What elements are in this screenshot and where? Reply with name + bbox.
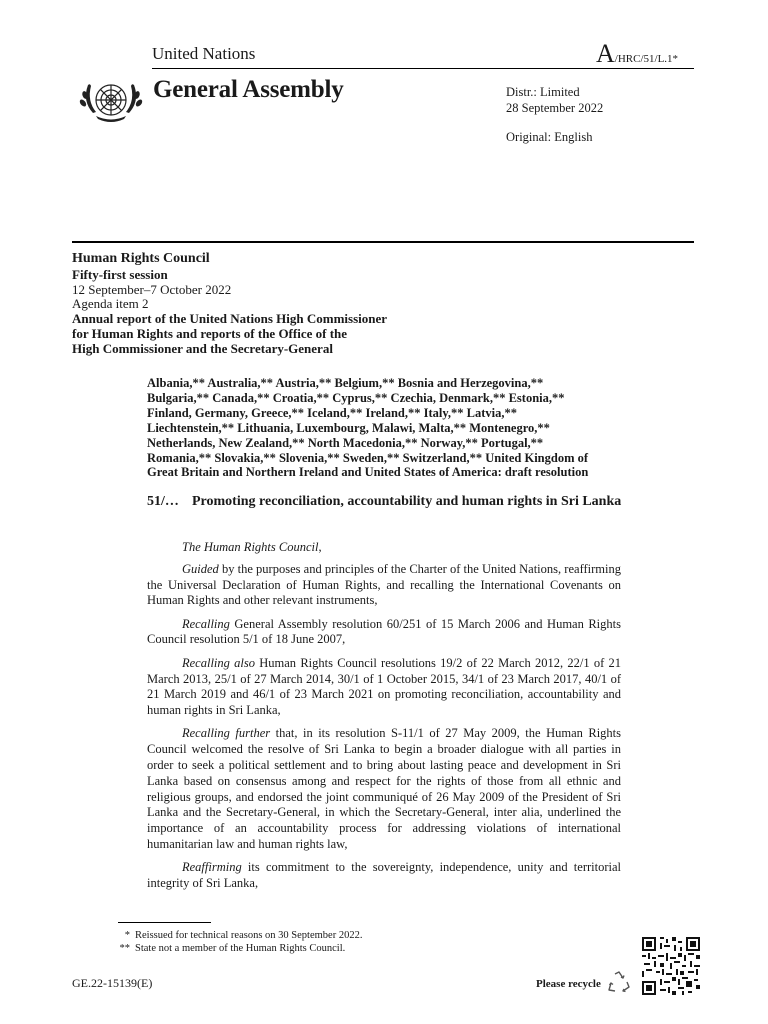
organ-title: General Assembly xyxy=(153,76,344,103)
preamble-paragraph xyxy=(147,540,621,556)
preamble-paragraph xyxy=(147,860,621,892)
un-emblem-icon xyxy=(76,75,146,125)
sponsor-line: Liechtenstein,** Lithuania, Luxembourg, Malawi, Malta,** Montenegro,** xyxy=(147,420,550,435)
preamble-paragraph xyxy=(147,726,621,852)
resolution-title: Promoting reconciliation, accountability and human rights in Sri Lanka xyxy=(192,494,622,509)
header-rule xyxy=(152,68,694,69)
preamble-paragraph xyxy=(147,656,621,719)
paragraph-lead: Reaffirming xyxy=(182,860,242,875)
paragraph-lead: Recalling xyxy=(182,616,230,631)
qr-code-icon xyxy=(642,937,700,995)
footnote-mark: ** xyxy=(119,943,130,954)
org-name: United Nations xyxy=(152,44,256,63)
paragraph-text: its commitment to the sovereignty, independence, unity and territorial integrity of Sri Lanka, xyxy=(147,860,621,891)
section-rule xyxy=(72,241,694,243)
footnote-text: Reissued for technical reasons on 30 September 2022. xyxy=(135,930,363,941)
symbol-rest: /HRC/51/L.1* xyxy=(614,53,679,65)
paragraph-lead: The Human Rights Council xyxy=(182,540,319,554)
document-number: GE.22-15139(E) xyxy=(72,976,153,990)
footnote-rule xyxy=(118,922,211,923)
council-name: Human Rights Council xyxy=(72,251,210,266)
agenda-title-line: High Commissioner and the Secretary-General xyxy=(72,340,333,356)
document-symbol xyxy=(596,39,679,68)
original-language: Original: English xyxy=(506,130,593,144)
resolution-body xyxy=(147,540,621,899)
recycle-text: Please recycle xyxy=(536,978,601,990)
paragraph-lead: Recalling also xyxy=(182,655,255,670)
paragraph-lead: Recalling further xyxy=(182,726,271,741)
distribution-block xyxy=(506,84,603,145)
footnote-text: State not a member of the Human Rights Council. xyxy=(135,943,346,954)
footnote xyxy=(118,942,362,955)
issue-date: 28 September 2022 xyxy=(506,101,604,115)
resolution-heading xyxy=(147,493,627,510)
sponsor-list xyxy=(147,376,627,480)
sponsor-line: Netherlands, New Zealand,** North Macedonia,** Norway,** Portugal,** xyxy=(147,435,544,450)
sponsor-line: Albania,** Australia,** Austria,** Belgium,** Bosnia and Herzegovina,** xyxy=(147,376,544,390)
paragraph-text: by the purposes and principles of the Charter of the United Nations, reaffirming the Universal Declaration of Human Rights, and recalling the International Covenants on Human Rights and other relevant instruments, xyxy=(147,561,621,608)
preamble-paragraph xyxy=(147,617,621,649)
paragraph-text: General Assembly resolution 60/251 of 15 March 2006 and Human Rights Council resolution 5/1 of 18 June 2007, xyxy=(147,616,621,647)
paragraph-text: that, in its resolution S-11/1 of 27 May 2009, the Human Rights Council welcomed the resolve of Sri Lanka to begin a broader dialogue with all parties in order to seek a political settlement and to bring about lasting peace and development in Sri Lanka based on consensus among and respect for the rights of those from all ethnic and religious groups, and endorsed the joint communiqué of 26 May 2009 of the President of Sri Lanka and the Secretary-General, in which the Secretary-General, inter alia, underlined the importance of an accountability process for addressing violations of international humanitarian law and human rights law, xyxy=(147,726,622,852)
preamble-paragraph xyxy=(147,562,621,609)
sponsor-line: Great Britain and Northern Ireland and United States of America: draft resolution xyxy=(147,465,589,480)
sponsor-line: Romania,** Slovakia,** Slovenia,** Sweden,** Switzerland,** United Kingdom of xyxy=(147,450,589,465)
footnotes xyxy=(118,929,362,955)
recycle-icon xyxy=(606,970,632,994)
resolution-number: 51/… xyxy=(147,494,179,509)
agenda-item: Agenda item 2 xyxy=(72,296,149,312)
sponsor-line: Bulgaria,** Canada,** Croatia,** Cyprus,** Czechia, Denmark,** Estonia,** xyxy=(147,390,565,405)
agenda-title-line: Annual report of the United Nations High Commissioner xyxy=(72,311,388,327)
footnote-mark: * xyxy=(124,930,130,941)
footnote xyxy=(118,929,362,942)
paragraph-text: , xyxy=(318,540,322,554)
session-name: Fifty-first session xyxy=(72,266,168,282)
paragraph-text: Human Rights Council resolutions 19/2 of 22 March 2012, 22/1 of 21 March 2013, 25/1 of 27 March 2014, 30/1 of 1 October 2015, 34/1 of 23 March 2017, 40/1 of 21 March 2019 and 46/1 of 23 March 2021 on promoting reconciliation, accountability and human rights in Sri Lanka, xyxy=(147,655,621,718)
session-block xyxy=(72,252,387,357)
paragraph-lead: Guided xyxy=(182,561,219,576)
agenda-title-line: for Human Rights and reports of the Office of the xyxy=(72,325,348,341)
session-dates: 12 September–7 October 2022 xyxy=(72,281,232,297)
sponsor-line: Finland, Germany, Greece,** Iceland,** Ireland,** Italy,** Latvia,** xyxy=(147,405,518,420)
distribution: Distr.: Limited xyxy=(506,85,580,99)
symbol-prefix: A xyxy=(596,39,615,68)
